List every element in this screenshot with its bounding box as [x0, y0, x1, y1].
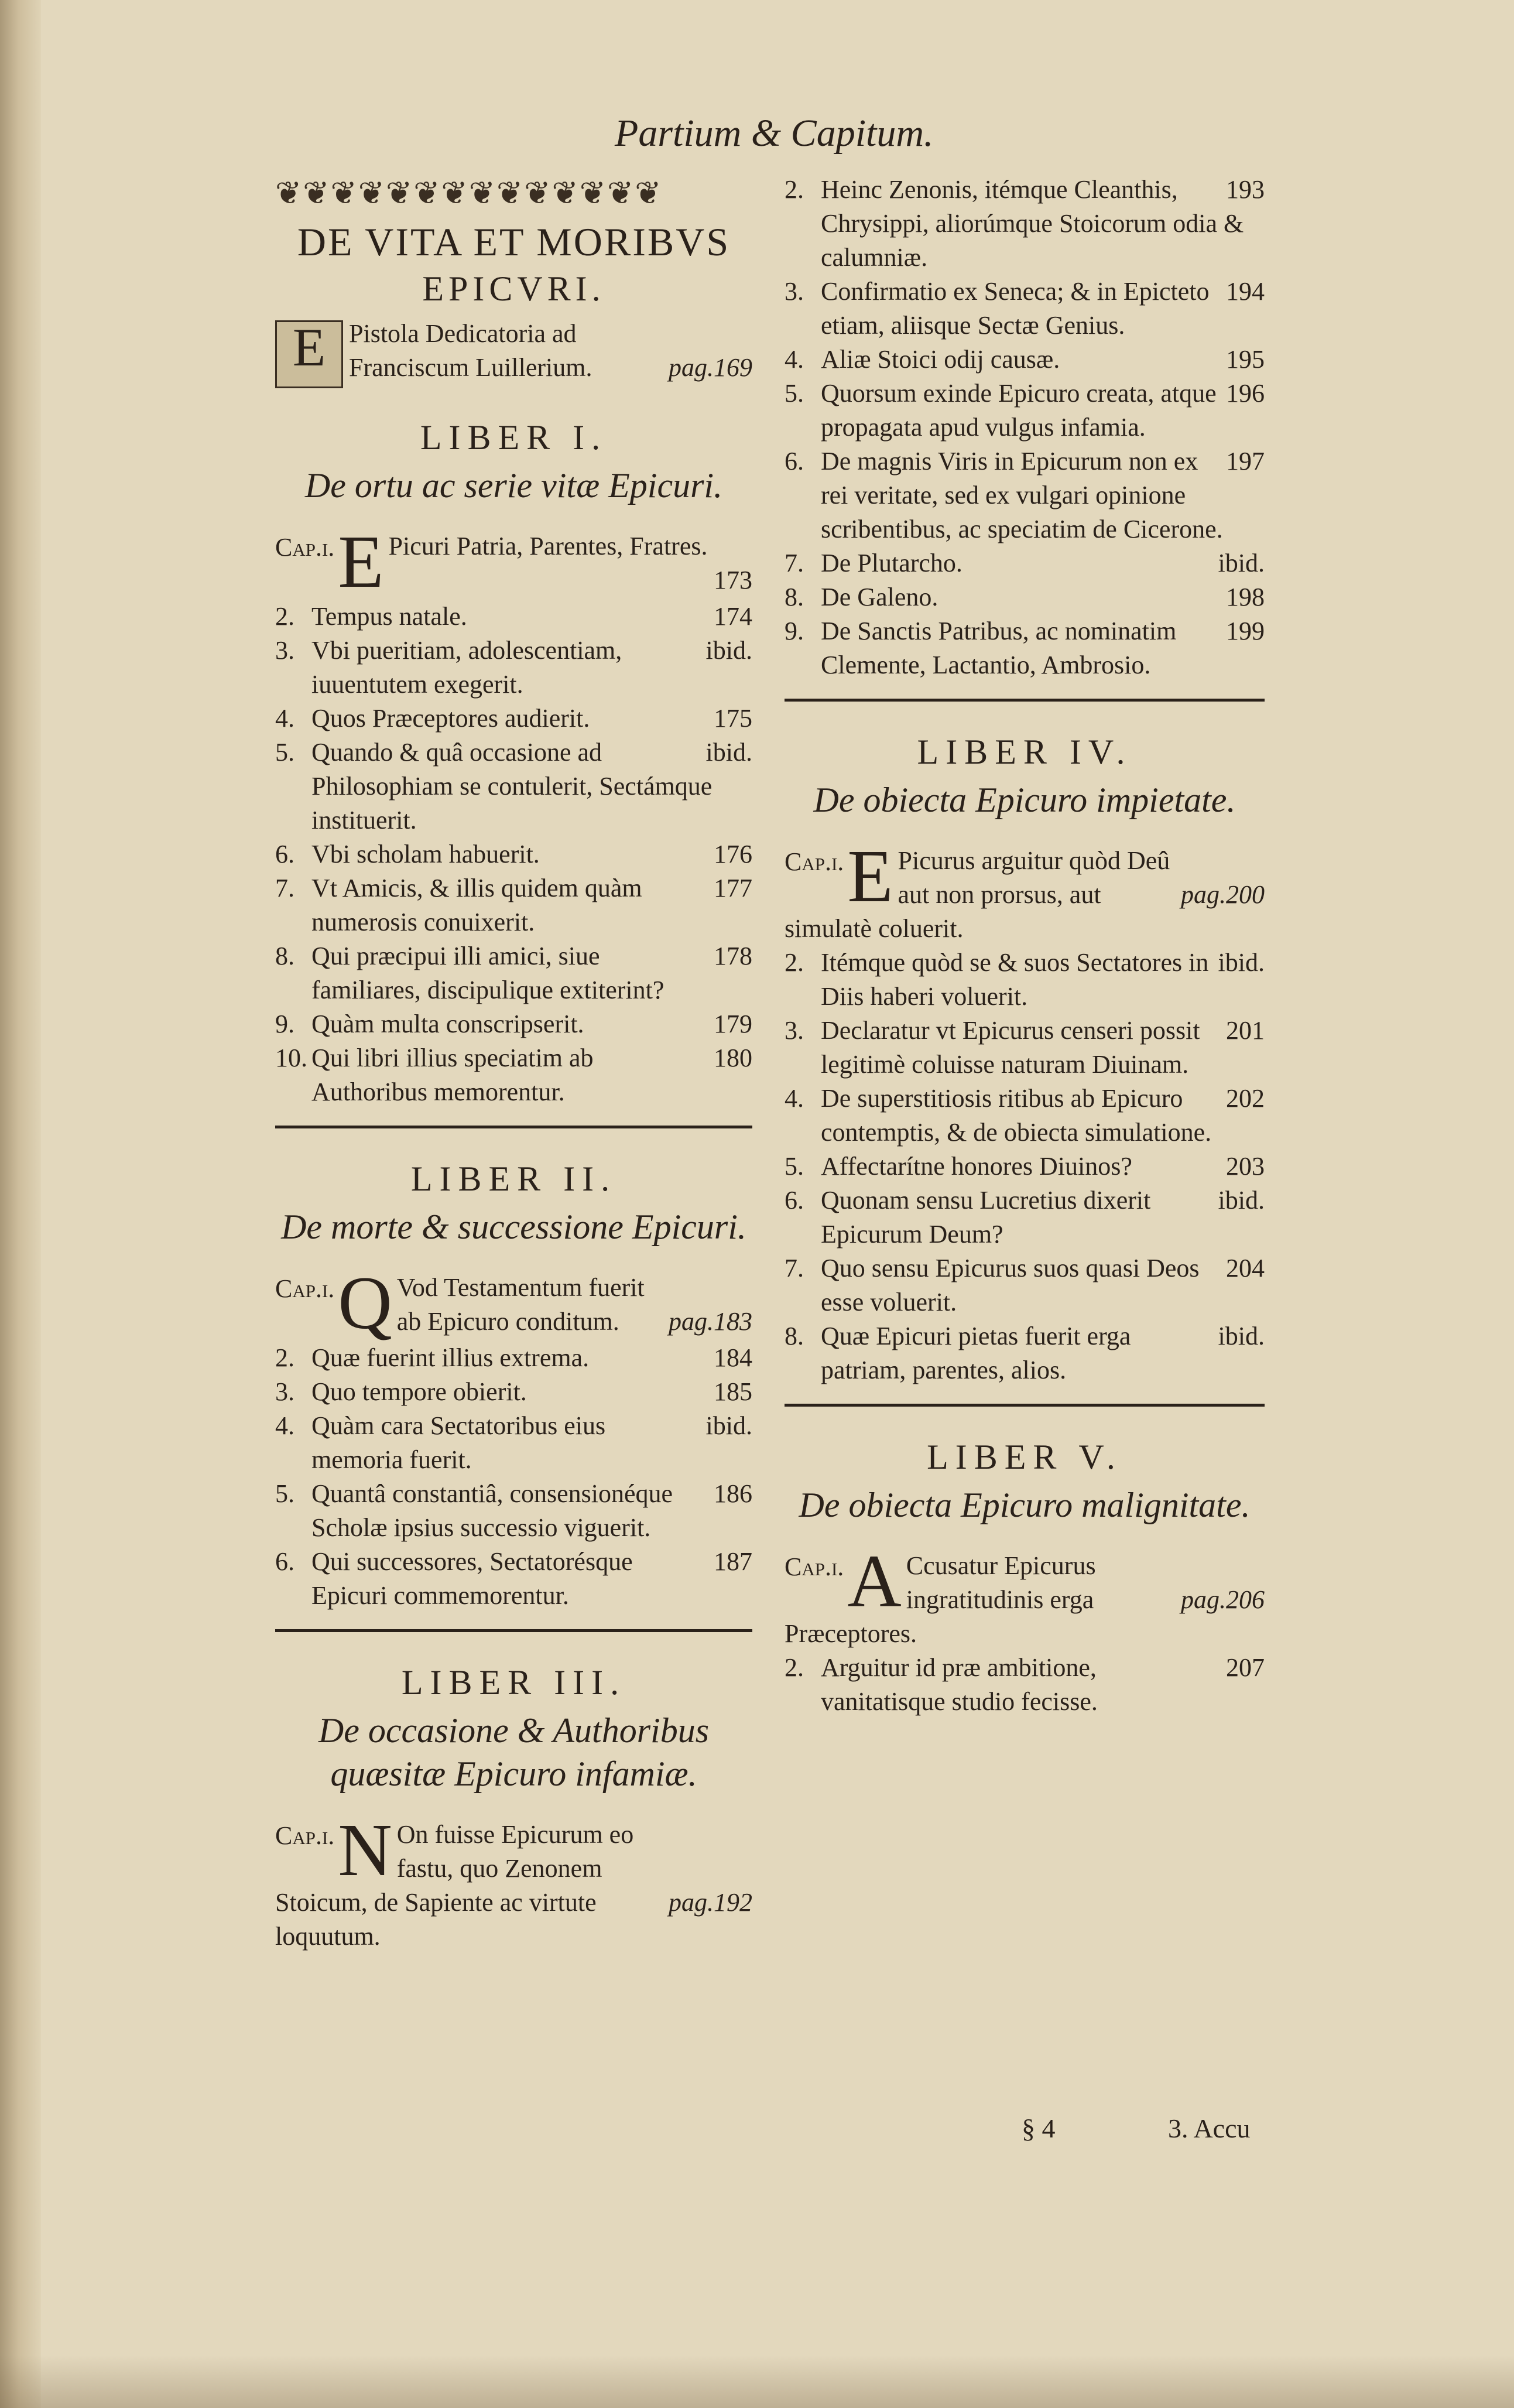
entry-page: pag.183: [669, 1307, 752, 1336]
work-subtitle: EPICVRI.: [422, 269, 605, 308]
entry-number: 5.: [785, 379, 804, 408]
entry-text: Confirmatio ex Seneca; & in Epicteto etiam, aliisque Sectæ Genius.: [821, 277, 1210, 340]
drop-initial: N: [338, 1808, 392, 1891]
entry-text: On fuisse Epicurum eo fastu, quo Zenonem Stoicum, de Sapiente ac virtute loquutum.: [275, 1820, 634, 1951]
section-rule: [275, 1126, 752, 1128]
entry-page: 177: [714, 874, 752, 902]
entry-text: Quo sensu Epicurus suos quasi Deos esse voluerit.: [821, 1254, 1200, 1316]
entry-text: Quantâ constantiâ, consensionéque Scholæ ipsius successio viguerit.: [311, 1479, 673, 1542]
chapter-label: Cap.i.: [275, 1821, 335, 1850]
chapter-list: [785, 1651, 1265, 1719]
chapter-entry: [785, 1184, 1265, 1251]
chapter-entry: [785, 580, 1265, 614]
entry-number: 7.: [275, 874, 294, 902]
page-gutter: [0, 0, 41, 2408]
entry-text: Ccusatur Epicurus ingratitudinis erga Præceptores.: [785, 1551, 1096, 1648]
entry-text: Heinc Zenonis, itémque Cleanthis, Chrysippi, aliorúmque Stoicorum odia & calumniæ.: [821, 175, 1244, 272]
entry-page: pag.192: [669, 1888, 752, 1917]
entry-page: pag.206: [1181, 1585, 1265, 1614]
chapter-list: [275, 1341, 752, 1613]
entry-text: Aliæ Stoici odij causæ.: [821, 345, 1060, 374]
chapter-list: [785, 946, 1265, 1387]
chapter-entry: [275, 1808, 752, 1954]
chapter-entry: [275, 1261, 752, 1345]
ornament-band: ❦❦❦❦❦❦❦❦❦❦❦❦❦❦: [275, 176, 663, 211]
entry-page: 201: [1226, 1016, 1265, 1045]
entry-number: 8.: [785, 1322, 804, 1350]
chapter-entry: [275, 1041, 752, 1109]
book-subtitle: De ortu ac serie vitæ Epicuri.: [304, 466, 723, 505]
signature-mark: § 4: [1022, 2113, 1056, 2143]
entry-text: Qui libri illius speciatim ab Authoribus memorentur.: [311, 1044, 594, 1106]
chapter-list: [275, 600, 752, 1109]
chapter-entry: [275, 1375, 752, 1409]
chapter-entry: [275, 1545, 752, 1613]
chapter-entry: [275, 837, 752, 871]
entry-text: Quo tempore obierit.: [311, 1377, 527, 1406]
entry-text: Affectarítne honores Diuinos?: [821, 1152, 1132, 1181]
entry-page: 193: [1226, 175, 1265, 204]
entry-page: 179: [714, 1010, 752, 1038]
entry-number: 9.: [785, 617, 804, 645]
chapter-entry: [275, 1007, 752, 1041]
chapter-entry: [275, 702, 752, 736]
book-heading: LIBER I.: [420, 418, 608, 457]
chapter-label: Cap.i.: [275, 1274, 335, 1303]
entry-page: 196: [1226, 379, 1265, 408]
entry-number: 7.: [785, 1254, 804, 1282]
entry-number: 2.: [785, 1653, 804, 1682]
entry-text: Arguitur id præ ambitione, vanitatisque studio fecisse.: [821, 1653, 1098, 1716]
entry-page: 180: [714, 1044, 752, 1072]
entry-text: Pistola Dedicatoria ad Franciscum Luillerium.: [349, 319, 592, 382]
entry-page: ibid.: [1218, 948, 1265, 977]
book-subtitle: De obiecta Epicuro malignitate.: [799, 1486, 1251, 1524]
entry-page: 195: [1226, 345, 1265, 374]
book-subtitle: De occasione & Authoribus quæsitæ Epicuro infamiæ.: [318, 1711, 710, 1793]
chapter-entry: [785, 1014, 1265, 1082]
chapter-entry: [785, 834, 1265, 946]
chapter-label: Cap.i.: [785, 847, 844, 876]
chapter-label: Cap.i.: [785, 1552, 844, 1581]
entry-number: 2.: [785, 948, 804, 977]
entry-text: De magnis Viris in Epicurum non ex rei veritate, sed ex vulgari opinione scribentibus, ac speciatim de Cicerone.: [821, 447, 1223, 543]
chapter-entry: [785, 343, 1265, 377]
entry-text: Quàm cara Sectatoribus eius memoria fuerit.: [311, 1411, 606, 1474]
entry-page: 207: [1226, 1653, 1265, 1682]
entry-text: De Plutarcho.: [821, 549, 962, 577]
entry-page: 178: [714, 942, 752, 970]
entry-page: 194: [1226, 277, 1265, 306]
entry-number: 4.: [785, 1084, 804, 1113]
catchword: 3. Accu: [1168, 2113, 1251, 2143]
chapter-entry: [785, 1651, 1265, 1719]
entry-text: Quæ Epicuri pietas fuerit erga patriam, parentes, alios.: [821, 1322, 1131, 1384]
entry-number: 9.: [275, 1010, 294, 1038]
entry-number: 5.: [275, 738, 294, 767]
entry-text: Quorsum exinde Epicuro creata, atque propagata apud vulgus infamia.: [821, 379, 1217, 442]
chapter-entry: [785, 444, 1265, 546]
entry-page: 186: [714, 1479, 752, 1508]
entry-page: 185: [714, 1377, 752, 1406]
section-rule: [785, 699, 1265, 702]
entry-page: 197: [1226, 447, 1265, 476]
ornamented-initial: E: [275, 320, 343, 388]
entry-page: ibid.: [705, 1411, 752, 1440]
entry-page: 202: [1226, 1084, 1265, 1113]
page-bottom-edge: [0, 2355, 1514, 2408]
entry-number: 3.: [785, 1016, 804, 1045]
drop-initial: E: [338, 520, 384, 603]
section-rule: [785, 1404, 1265, 1407]
entry-page: ibid.: [705, 636, 752, 665]
entry-text: Vbi scholam habuerit.: [311, 840, 540, 868]
entry-text: Quando & quâ occasione ad Philosophiam se contulerit, Sectámque instituerit.: [311, 738, 713, 834]
entry-text: Quos Præceptores audierit.: [311, 704, 590, 733]
entry-text: Vod Testamentum fuerit ab Epicuro conditum.: [396, 1273, 645, 1336]
dedication-entry: [275, 317, 752, 387]
chapter-entry: [275, 1409, 752, 1477]
book-subtitle: De obiecta Epicuro impietate.: [813, 781, 1236, 819]
chapter-entry: [785, 1319, 1265, 1387]
section-rule: [275, 1629, 752, 1632]
entry-number: 3.: [785, 277, 804, 306]
drop-initial: A: [847, 1540, 902, 1623]
entry-number: 6.: [275, 1547, 294, 1576]
entry-number: 3.: [275, 636, 294, 665]
entry-text: Declaratur vt Epicurus censeri possit legitimè coluisse naturam Diuinam.: [821, 1016, 1200, 1079]
entry-page: ibid.: [1218, 549, 1265, 577]
entry-page: 187: [714, 1547, 752, 1576]
running-head: Partium & Capitum.: [615, 112, 934, 155]
entry-text: Vbi pueritiam, adolescentiam, iuuentutem exegerit.: [311, 636, 622, 699]
entry-number: 10.: [275, 1044, 307, 1072]
entry-page: pag.200: [1181, 880, 1265, 909]
drop-initial: Q: [338, 1261, 392, 1345]
entry-page: pag.169: [669, 353, 752, 382]
entry-text: De Sanctis Patribus, ac nominatim Clemente, Lactantio, Ambrosio.: [821, 617, 1177, 679]
entry-page: 173: [714, 566, 752, 594]
entry-number: 6.: [785, 1186, 804, 1215]
chapter-entry: [785, 1082, 1265, 1150]
entry-text: Quàm multa conscripserit.: [311, 1010, 584, 1038]
entry-page: 204: [1226, 1254, 1265, 1282]
entry-text: Itémque quòd se & suos Sectatores in Diis haberi voluerit.: [821, 948, 1209, 1011]
book-heading: LIBER II.: [410, 1159, 617, 1198]
entry-page: 198: [1226, 583, 1265, 611]
entry-text: Qui præcipui illi amici, siue familiares, discipulique extiterint?: [311, 942, 664, 1004]
entry-number: 8.: [275, 942, 294, 970]
book-heading: LIBER IV.: [917, 733, 1132, 771]
entry-number: 5.: [275, 1479, 294, 1508]
entry-text: Picurus arguitur quòd Deû aut non prorsus, aut simulatè coluerit.: [785, 846, 1170, 943]
entry-page: ibid.: [1218, 1322, 1265, 1350]
entry-text: De superstitiosis ritibus ab Epicuro contemptis, & de obiecta simulatione.: [821, 1084, 1212, 1147]
entry-text: Picuri Patria, Parentes, Fratres.: [388, 532, 708, 560]
chapter-entry: [785, 614, 1265, 682]
chapter-label: Cap.i.: [275, 533, 335, 562]
entry-number: 6.: [785, 447, 804, 476]
chapter-entry: [785, 275, 1265, 343]
chapter-list: [785, 173, 1265, 682]
entry-number: 3.: [275, 1377, 294, 1406]
chapter-entry: [275, 1477, 752, 1545]
chapter-entry: [785, 1150, 1265, 1184]
entry-page: 175: [714, 704, 752, 733]
work-title: DE VITA ET MORIBVS: [297, 220, 731, 264]
entry-number: 4.: [785, 345, 804, 374]
entry-page: 174: [714, 602, 752, 631]
entry-number: 2.: [275, 1343, 294, 1372]
chapter-entry: [785, 1251, 1265, 1319]
book-heading: LIBER V.: [927, 1438, 1122, 1476]
entry-page: 199: [1226, 617, 1265, 645]
chapter-entry: [275, 634, 752, 702]
chapter-entry: [785, 546, 1265, 580]
chapter-entry: [785, 173, 1265, 275]
entry-text: Tempus natale.: [311, 602, 467, 631]
entry-text: Quæ fuerint illius extrema.: [311, 1343, 590, 1372]
entry-number: 2.: [785, 175, 804, 204]
left-column: [275, 173, 752, 1954]
entry-page: 176: [714, 840, 752, 868]
entry-number: 6.: [275, 840, 294, 868]
drop-initial: E: [847, 834, 893, 918]
entry-page: 203: [1226, 1152, 1265, 1181]
entry-text: De Galeno.: [821, 583, 938, 611]
entry-page: ibid.: [705, 738, 752, 767]
entry-number: 8.: [785, 583, 804, 611]
chapter-entry: [275, 939, 752, 1007]
entry-number: 7.: [785, 549, 804, 577]
entry-number: 5.: [785, 1152, 804, 1181]
entry-number: 4.: [275, 704, 294, 733]
chapter-entry: [785, 946, 1265, 1014]
entry-text: Qui successores, Sectatorésque Epicuri commemorentur.: [311, 1547, 633, 1610]
chapter-entry: [275, 1341, 752, 1375]
right-column: [785, 173, 1265, 1719]
chapter-entry: [785, 1540, 1265, 1651]
entry-number: 2.: [275, 602, 294, 631]
entry-number: 4.: [275, 1411, 294, 1440]
book-subtitle: De morte & successione Epicuri.: [281, 1208, 746, 1246]
chapter-entry: [275, 520, 752, 603]
entry-page: ibid.: [1218, 1186, 1265, 1215]
entry-page: 184: [714, 1343, 752, 1372]
entry-text: Quonam sensu Lucretius dixerit Epicurum Deum?: [821, 1186, 1151, 1249]
chapter-entry: [785, 377, 1265, 444]
chapter-entry: [275, 736, 752, 837]
book-heading: LIBER III.: [401, 1663, 626, 1702]
chapter-entry: [275, 871, 752, 939]
chapter-entry: [275, 600, 752, 634]
entry-text: Vt Amicis, & illis quidem quàm numerosis conuixerit.: [311, 874, 642, 936]
